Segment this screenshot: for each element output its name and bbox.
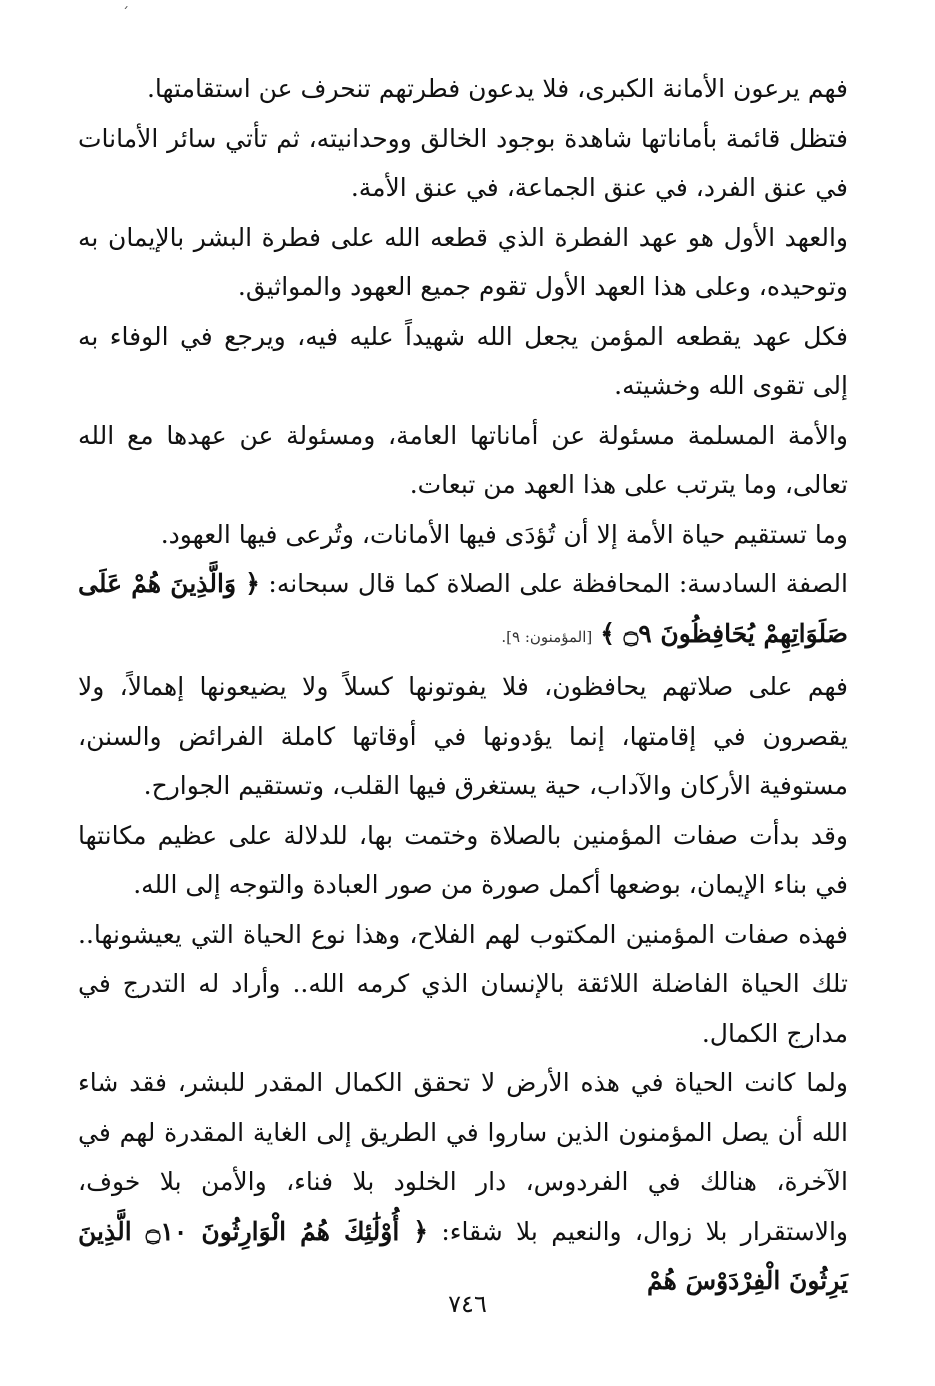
sixth-trait-paragraph xyxy=(78,559,848,662)
quran-verse: ﴿ وَالَّذِينَ هُمْ عَلَى صَلَوَاتِهِمْ يُحَافِظُونَ ۝٩ ﴾ xyxy=(78,569,848,648)
paragraph: والأمة المسلمة مسئولة عن أماناتها العامة، ومسئولة عن عهدها مع الله تعالى، وما يترتب على هذا العهد من تبعات. xyxy=(78,420,848,499)
last-paragraph xyxy=(78,1058,848,1306)
page-number: ٧٤٦ xyxy=(448,1290,487,1318)
paragraph: والعهد الأول هو عهد الفطرة الذي قطعه الله على فطرة البشر بالإيمان به وتوحيده، وعلى هذا العهد الأول تقوم جميع العهود والمواثيق. xyxy=(78,222,848,301)
verse-reference: [المؤمنون: ٩]. xyxy=(501,627,593,646)
paragraph: فهم يرعون الأمانة الكبرى، فلا يدعون فطرتهم تنحرف عن استقامتها. xyxy=(146,74,848,103)
paragraph: وما تستقيم حياة الأمة إلا أن تُؤدَى فيها الأمانات، وتُرعى فيها العهود. xyxy=(160,519,848,549)
page-body xyxy=(78,64,848,1306)
paragraph: فكل عهد يقطعه المؤمن يجعل الله شهيداً عليه فيه، ويرجع في الوفاء به إلى تقوى الله وخشيته. xyxy=(78,321,848,400)
last-paragraph-text: ولما كانت الحياة في هذه الأرض لا تحقق الكمال المقدر للبشر، فقد شاء الله أن يصل المؤمنون الذين ساروا في الطريق إلى الغاية المقدرة لهم في الآخرة، هنالك في الفردوس، دار الخلود بلا فناء، والأمن بلا خوف، والاستقرار بلا زوال، والنعيم بلا شقاء: xyxy=(78,1068,848,1246)
paragraph: فهم على صلاتهم يحافظون، فلا يفوتونها كسلاً ولا يضيعونها إهمالاً، ولا يقصرون في إقامتها، إنما يؤدونها في أوقاتها كاملة الفرائض والسنن، مستوفية الأركان والآداب، حية يستغرق فيها القلب، وتستقيم الجوارح. xyxy=(78,672,848,800)
paragraph: فهذه صفات المؤمنين المكتوب لهم الفلاح، وهذا نوع الحياة التي يعيشونها.. تلك الحياة الفاضلة اللائقة بالإنسان الذي كرمه الله.. وأراد له التدرج في مدارج الكمال. xyxy=(78,919,848,1048)
sixth-trait-intro: الصفة السادسة: المحافظة على الصلاة كما قال سبحانه: xyxy=(268,569,848,598)
paragraph: وقد بدأت صفات المؤمنين بالصلاة وختمت بها، للدلالة على عظيم مكانتها في بناء الإيمان، بوضعها أكمل صورة من صور العبادة والتوجه إلى الله. xyxy=(78,820,848,899)
scan-speck: ˊ xyxy=(122,6,129,22)
quran-verse: ﴿ أُوْلَٰئِكَ هُمُ الْوَارِثُونَ ۝١٠ الَّذِينَ يَرِثُونَ الْفِرْدَوْسَ هُمْ xyxy=(78,1216,848,1295)
paragraph: فتظل قائمة بأماناتها شاهدة بوجود الخالق ووحدانيته، ثم تأتي سائر الأمانات في عنق الفرد، في عنق الجماعة، في عنق الأمة. xyxy=(78,123,848,202)
